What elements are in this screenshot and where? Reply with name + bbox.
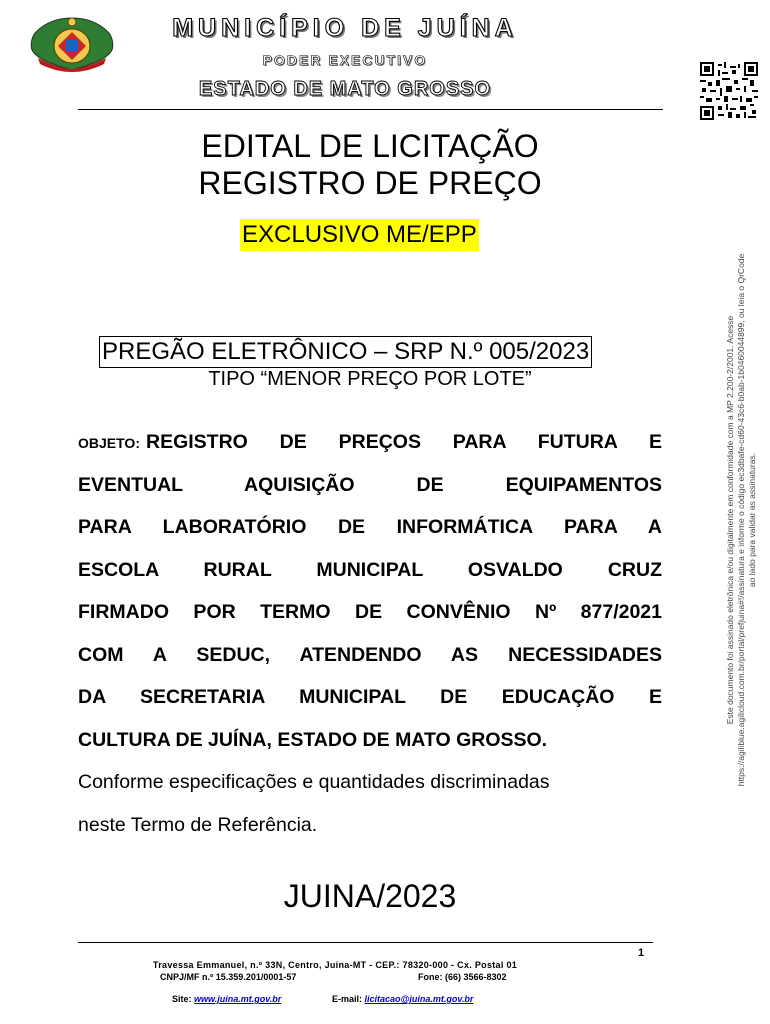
objeto-line-7: DA SECRETARIA MUNICIPAL DE EDUCAÇÃO E — [78, 686, 662, 708]
conforme-line-2: neste Termo de Referência. — [78, 813, 318, 836]
municipality-name: MUNICÍPIO DE JUÍNA — [172, 14, 518, 42]
footer-phone: Fone: (66) 3566-8302 — [418, 972, 507, 982]
objeto-line-8: CULTURA DE JUÍNA, ESTADO DE MATO GROSSO. — [78, 728, 548, 751]
objeto-section — [78, 421, 662, 846]
objeto-line-1 — [78, 421, 662, 464]
site-label: Site: — [172, 994, 192, 1004]
objeto-line-3: PARA LABORATÓRIO DE INFORMÁTICA PARA A — [78, 516, 662, 538]
conforme-line-1: Conforme especificações e quantidades discriminadas — [78, 771, 550, 793]
objeto-line-5: FIRMADO POR TERMO DE CONVÊNIO Nº 877/2021 — [78, 601, 662, 623]
objeto-line-2: EVENTUAL AQUISIÇÃO DE EQUIPAMENTOS — [78, 473, 662, 496]
signature-notice-line-1: Este documento foi assinado eletrônica e/ou digitalmente em conformidade com a MP 2.200-2/2001. Acesse — [725, 315, 735, 725]
executive-power-label: PODER EXECUTIVO — [262, 52, 428, 68]
signature-notice-line-2: https://agiliblue.agilicloud.com.br/portal/prefjuina#!/assinatura e informe o código ec3dbafe-cd60-43c6-b0ab-1b0460044899, ou leia o QrCode — [736, 253, 746, 787]
municipal-crest-logo — [26, 14, 118, 74]
objeto-label: OBJETO: — [78, 435, 140, 451]
email-label: E-mail: — [332, 994, 363, 1004]
objeto-line-4: ESCOLA RURAL MUNICIPAL OSVALDO CRUZ — [78, 558, 662, 581]
qrcode-icon[interactable] — [700, 62, 758, 120]
signature-notice-line-3: ao lado para validar as assinaturas. — [747, 452, 757, 588]
pregao-type: TIPO “MENOR PREÇO POR LOTE” — [208, 368, 532, 390]
header-divider — [78, 109, 663, 110]
digital-signature-notice — [725, 130, 758, 910]
footer-cnpj: CNPJ/MF n.º 15.359.201/0001-57 — [160, 972, 297, 982]
pregao-number: PREGÃO ELETRÔNICO – SRP N.º 005/2023 — [99, 336, 592, 368]
objeto-line-6: COM A SEDUC, ATENDENDO AS NECESSIDADES — [78, 643, 662, 666]
footer-divider — [78, 942, 653, 943]
document-title-line-1: EDITAL DE LICITAÇÃO — [201, 128, 539, 164]
site-link[interactable]: www.juina.mt.gov.br — [194, 994, 282, 1004]
footer-email — [332, 994, 473, 1004]
page-number: 1 — [638, 947, 645, 959]
footer-site — [172, 994, 281, 1004]
email-link[interactable]: licitacao@juina.mt.gov.br — [364, 994, 474, 1004]
objeto-text-1: REGISTRO DE PREÇOS PARA FUTURA E — [145, 431, 662, 453]
document-title-line-2: REGISTRO DE PREÇO — [198, 165, 542, 201]
exclusive-badge: EXCLUSIVO ME/EPP — [240, 219, 479, 251]
city-year: JUINA/2023 — [283, 878, 457, 914]
footer-address: Travessa Emmanuel, n.º 33N, Centro, Juína-MT - CEP.: 78320-000 - Cx. Postal 01 — [152, 960, 518, 970]
state-name: ESTADO DE MATO GROSSO — [198, 78, 492, 100]
